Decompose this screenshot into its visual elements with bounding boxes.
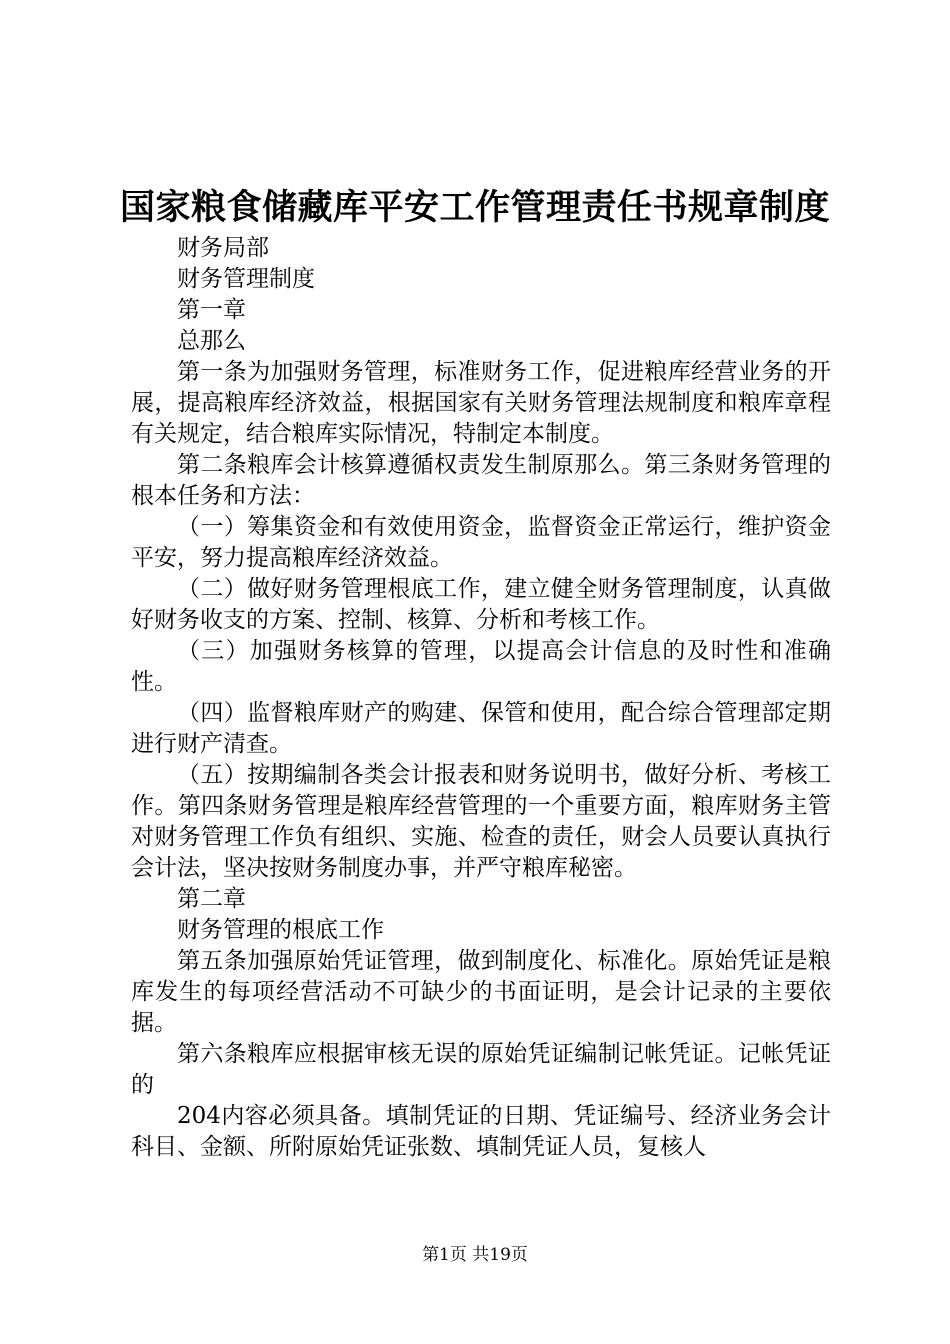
page-footer: 第1页 共19页	[422, 1245, 528, 1265]
list-item: （三）加强财务核算的管理，以提高会计信息的及时性和准确性。	[131, 638, 831, 695]
chapter-title: 总那么	[177, 328, 246, 354]
list-item: （四）监督粮库财产的购建、保管和使用，配合综合管理部定期进行财产清查。	[131, 700, 831, 757]
paragraph: 财务管理制度	[177, 266, 315, 292]
list-item: （二）做好财务管理根底工作，建立健全财务管理制度，认真做好财务收支的方案、控制、核算、分析和考核工作。	[131, 576, 831, 633]
chapter-title: 财务管理的根底工作	[177, 917, 384, 943]
page-title: 国家粮食储藏库平安工作管理责任书规章制度	[119, 187, 830, 228]
article-paragraph: 第六条粮库应根据审核无误的原始凭证编制记帐凭证。记帐凭证的	[131, 1041, 831, 1098]
paragraph: 财务局部	[177, 235, 269, 261]
article-paragraph: 第二条粮库会计核算遵循权责发生制原那么。第三条财务管理的根本任务和方法：	[131, 452, 831, 509]
chapter-heading: 第一章	[177, 297, 246, 323]
article-paragraph: 204内容必须具备。填制凭证的日期、凭证编号、经济业务会计科目、金额、所附原始凭证张数、填制凭证人员，复核人	[131, 1103, 831, 1160]
document-body	[131, 233, 831, 1163]
list-item: （五）按期编制各类会计报表和财务说明书，做好分析、考核工作。第四条财务管理是粮库经营管理的一个重要方面，粮库财务主管对财务管理工作负有组织、实施、检查的责任，财会人员要认真执行会计法，坚决按财务制度办事，并严守粮库秘密。	[131, 762, 831, 881]
article-paragraph: 第一条为加强财务管理，标准财务工作，促进粮库经营业务的开展，提高粮库经济效益，根据国家有关财务管理法规制度和粮库章程有关规定，结合粮库实际情况，特制定本制度。	[131, 359, 831, 447]
article-paragraph: 第五条加强原始凭证管理，做到制度化、标准化。原始凭证是粮库发生的每项经营活动不可缺少的书面证明，是会计记录的主要依据。	[131, 948, 831, 1036]
list-item: （一）筹集资金和有效使用资金，监督资金正常运行，维护资金平安，努力提高粮库经济效益。	[131, 514, 831, 571]
chapter-heading: 第二章	[177, 886, 246, 912]
